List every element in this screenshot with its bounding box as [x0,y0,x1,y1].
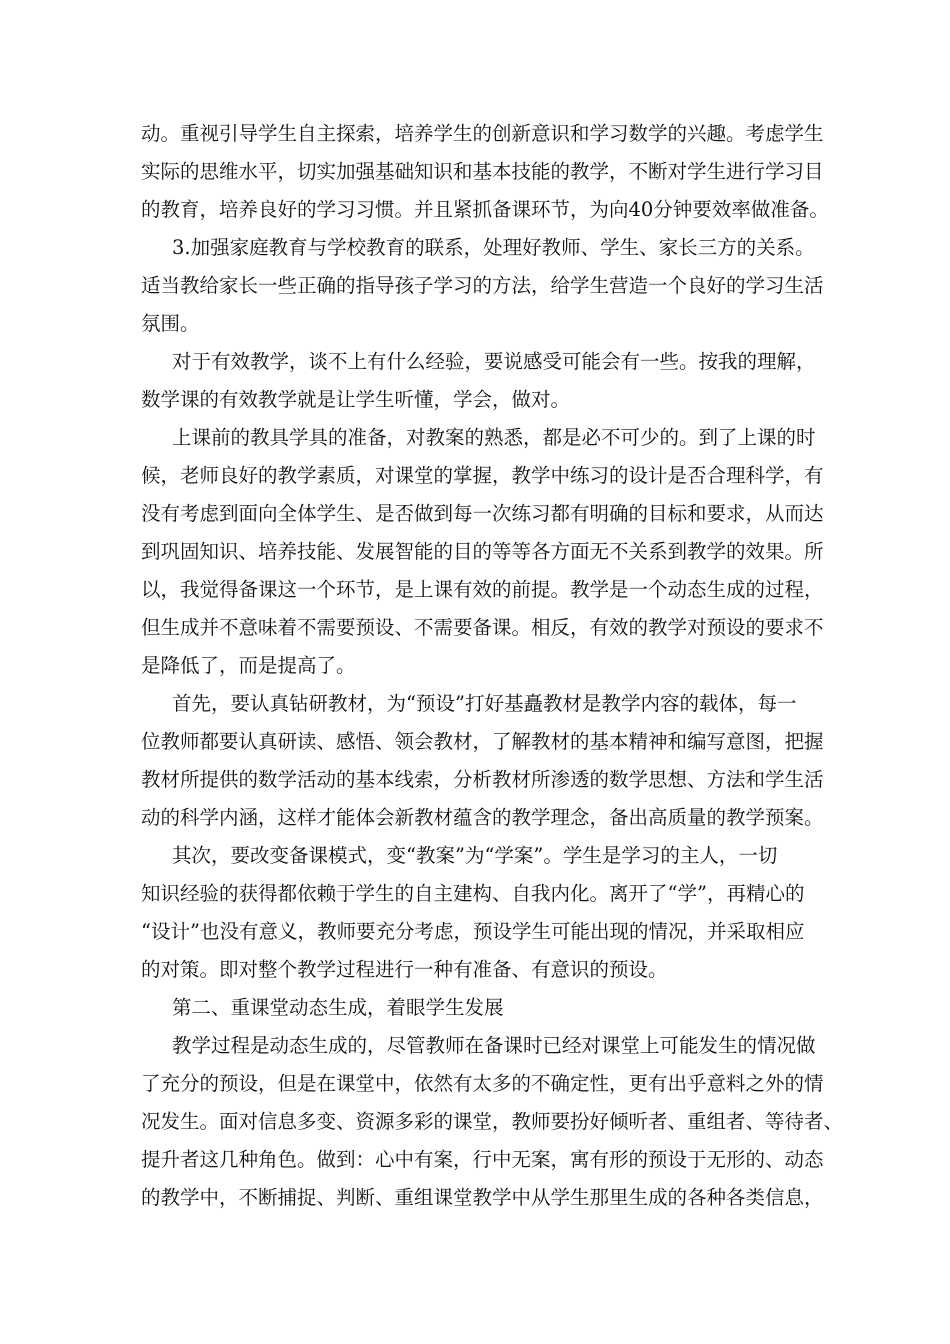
text-line: 对于有效教学，谈不上有什么经验，要说感受可能会有一些。按我的理解， [172,350,816,373]
text-line: 实际的思维水平，切实加强基础知识和基本技能的教学，不断对学生进行学习目 [141,160,824,183]
section-heading: 第二、重课堂动态生成，着眼学生发展 [172,996,504,1019]
text-line: 以，我觉得备课这一个环节，是上课有效的前提。教学是一个动态生成的过程， [141,578,824,601]
text-line: 的教育，培养良好的学习习惯。并且紧抓备课环节，为向40分钟要效率做准备。 [141,198,829,221]
text-line: 是降低了，而是提高了。 [141,654,356,677]
text-line: 动的科学内涵，这样才能体会新教材蕴含的教学理念，备出高质量的教学预案。 [141,806,824,829]
text-line: 首先，要认真钻研教材，为“预设”打好基矗教材是教学内容的载体，每一 [172,692,797,715]
text-line: “设计”也没有意义，教师要充分考虑，预设学生可能出现的情况，并采取相应 [141,920,805,943]
text-line: 教材所提供的数学活动的基本线索，分析教材所渗透的数学思想、方法和学生活 [141,768,824,791]
text-line: 况发生。面对信息多变、资源多彩的课堂，教师要扮好倾听者、重组者、等待者、 [141,1110,844,1133]
text-line: 没有考虑到面向全体学生、是否做到每一次练习都有明确的目标和要求，从而达 [141,502,824,525]
text-line: 候，老师良好的教学素质，对课堂的掌握，教学中练习的设计是否合理科学，有 [141,464,824,487]
text-line: 动。重视引导学生自主探索，培养学生的创新意识和学习数学的兴趣。考虑学生 [141,122,824,145]
text-line: 的教学中，不断捕捉、判断、重组课堂教学中从学生那里生成的各种各类信息， [141,1186,824,1209]
text-line: 适当教给家长一些正确的指导孩子学习的方法，给学生营造一个良好的学习生活 [141,274,824,297]
text-line: 氛围。 [141,312,200,335]
text-line: 3.加强家庭教育与学校教育的联系，处理好教师、学生、家长三方的关系。 [172,236,815,259]
text-line: 但生成并不意味着不需要预设、不需要备课。相反，有效的教学对预设的要求不 [141,616,824,639]
text-line: 教学过程是动态生成的，尽管教师在备课时已经对课堂上可能发生的情况做 [172,1034,816,1057]
text-line: 知识经验的获得都依赖于学生的自主建构、自我内化。离开了“学”，再精心的 [141,882,805,905]
text-line: 提升者这几种角色。做到：心中有案，行中无案，寓有形的预设于无形的、动态 [141,1148,824,1171]
text-line: 的对策。即对整个教学过程进行一种有准备、有意识的预设。 [141,958,668,981]
text-line: 其次，要改变备课模式，变“教案”为“学案”。学生是学习的主人，一切 [172,844,778,867]
text-line: 位教师都要认真研读、感悟、领会教材，了解教材的基本精神和编写意图，把握 [141,730,824,753]
text-line: 数学课的有效教学就是让学生听懂，学会，做对。 [141,388,571,411]
text-line: 了充分的预设，但是在课堂中，依然有太多的不确定性，更有出乎意料之外的情 [141,1072,824,1095]
text-line: 到巩固知识、培养技能、发展智能的目的等等各方面无不关系到教学的效果。所 [141,540,824,563]
text-line: 上课前的教具学具的准备，对教案的熟悉，都是必不可少的。到了上课的时 [172,426,816,449]
